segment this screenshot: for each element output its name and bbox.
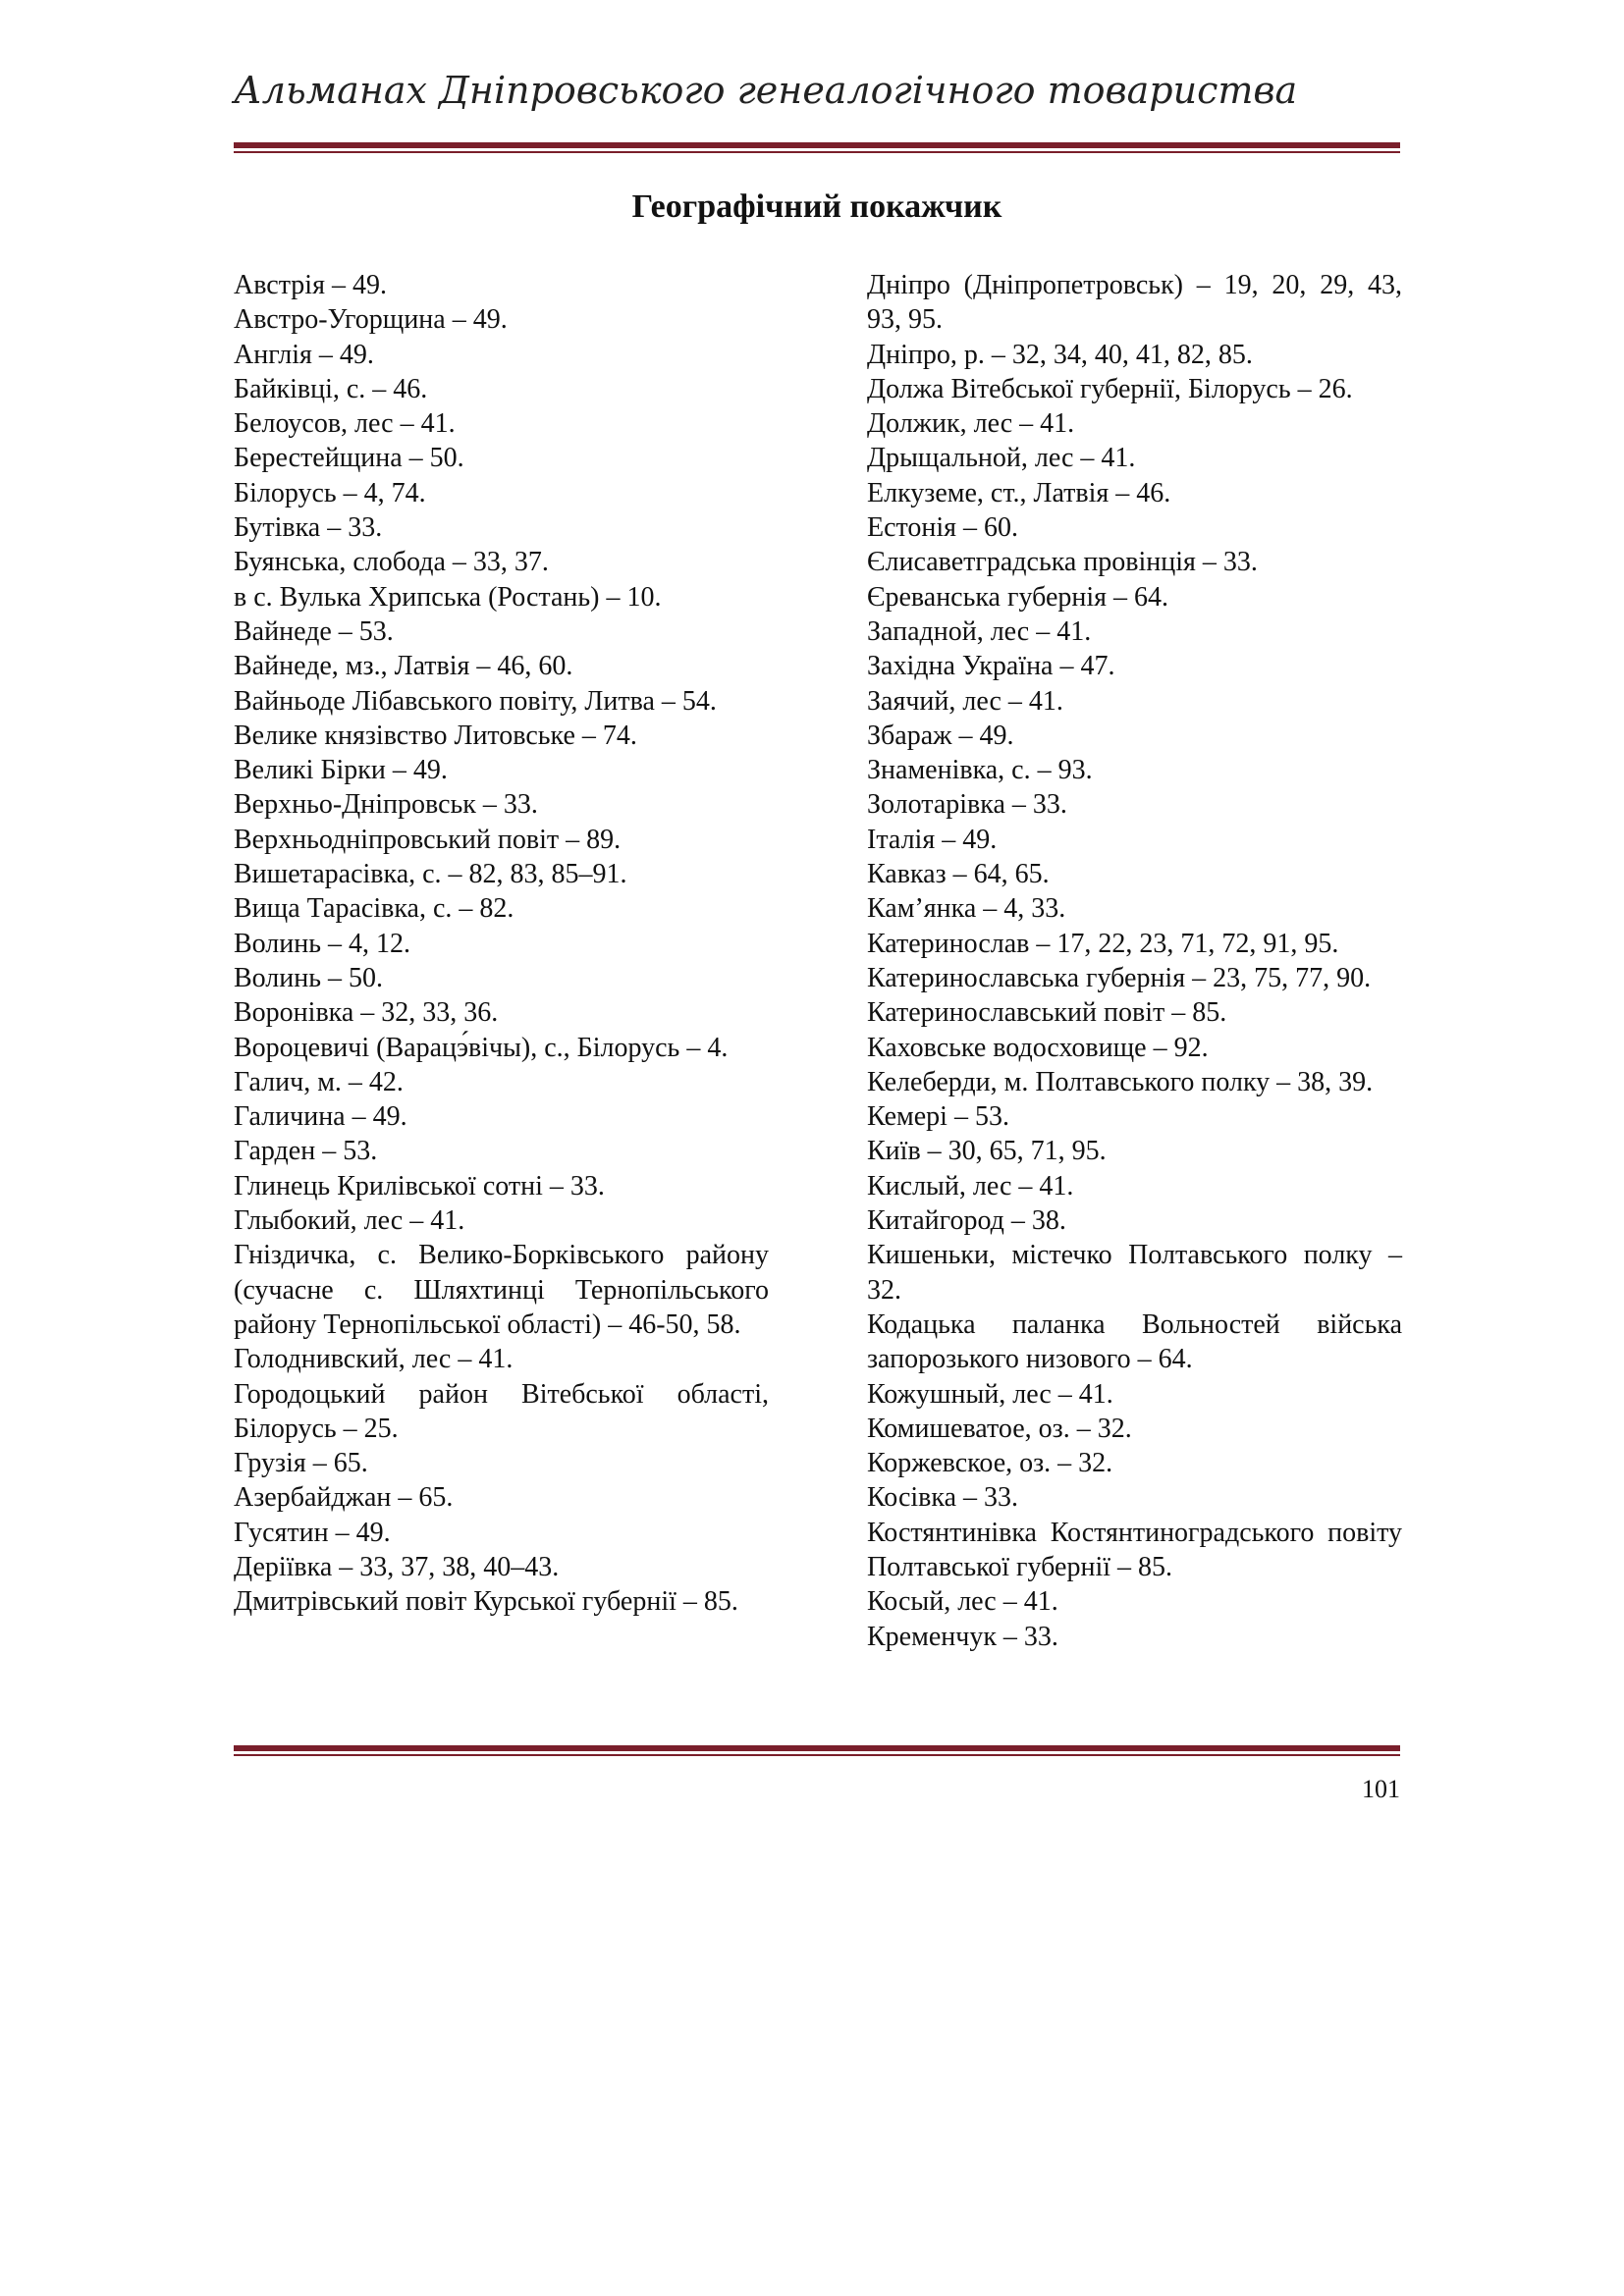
index-entry: Кемері – 53.	[867, 1101, 1009, 1133]
index-entry: Азербайджан – 65.	[234, 1482, 454, 1514]
index-entry: Золотарівка – 33.	[867, 789, 1067, 821]
index-entry: Дніпро, р. – 32, 34, 40, 41, 82, 85.	[867, 339, 1253, 370]
index-column-left	[234, 268, 769, 1620]
index-entry: Волинь – 4, 12.	[234, 928, 411, 959]
index-entry: Должик, лес – 41.	[867, 408, 1075, 440]
page-number: 101	[1362, 1775, 1400, 1803]
index-entry: Байківці, с. – 46.	[234, 373, 428, 404]
almanac-title: Альманах Дніпровського генеалогічного товариства	[234, 69, 1298, 112]
index-entry: Городоцький район Вітебської області, Білорусь – 25.	[234, 1378, 769, 1444]
index-entry: Дрыщальной, лес – 41.	[867, 443, 1136, 474]
index-entry: Кишеньки, містечко Полтавського полку – 32.	[867, 1240, 1402, 1306]
index-entry: Гусятин – 49.	[234, 1517, 391, 1548]
index-entry: Західна Україна – 47.	[867, 651, 1115, 682]
index-entry: Бутівка – 33.	[234, 512, 383, 544]
index-entry: Італія – 49.	[867, 824, 998, 855]
index-entry: Западной, лес – 41.	[867, 615, 1092, 647]
index-entry: в с. Вулька Хрипська (Ростань) – 10.	[234, 581, 662, 613]
index-entry: Китайгород – 38.	[867, 1205, 1066, 1237]
footer-divider	[234, 1745, 1400, 1756]
index-entry: Австро-Угорщина – 49.	[234, 304, 508, 336]
index-entry: Київ – 30, 65, 71, 95.	[867, 1136, 1107, 1167]
index-entry: Збараж – 49.	[867, 720, 1014, 751]
index-entry: Дмитрівський повіт Курської губернії – 85.	[234, 1586, 738, 1618]
index-entry: Єреванська губернія – 64.	[867, 581, 1169, 613]
index-entry: Вайнеде, мз., Латвія – 46, 60.	[234, 651, 573, 682]
index-entry: Вайньоде Лібавського повіту, Литва – 54.	[234, 685, 717, 717]
index-entry: Буянська, слобода – 33, 37.	[234, 547, 549, 578]
index-column-right	[867, 268, 1402, 1654]
index-entry: Галичина – 49.	[234, 1101, 407, 1133]
index-entry: Кислый, лес – 41.	[867, 1170, 1074, 1201]
index-entry: Глыбокий, лес – 41.	[234, 1205, 465, 1237]
index-entry: Естонія – 60.	[867, 512, 1019, 544]
index-entry: Костянтинівка Костянтиноградського повіту Полтавської губернії – 85.	[867, 1517, 1402, 1582]
index-entry: Глинець Крилівської сотні – 33.	[234, 1170, 605, 1201]
index-entry: Великі Бірки – 49.	[234, 755, 448, 786]
index-entry: Білорусь – 4, 74.	[234, 477, 426, 508]
index-entry: Англія – 49.	[234, 339, 374, 370]
index-entry: Вища Тарасівка, с. – 82.	[234, 893, 514, 925]
index-entry: Должа Вітебської губернії, Білорусь – 26.	[867, 373, 1353, 404]
index-entry: Голоднивский, лес – 41.	[234, 1344, 514, 1375]
header-divider	[234, 142, 1400, 153]
index-entry: Єлисаветградська провінція – 33.	[867, 547, 1258, 578]
index-entry: Кавказ – 64, 65.	[867, 859, 1050, 890]
index-entry: Комишеватое, оз. – 32.	[867, 1413, 1132, 1444]
index-entry: Дніпро (Дніпропетровськ) – 19, 20, 29, 43, 93, 95.	[867, 270, 1402, 336]
index-entry: Австрія – 49.	[234, 270, 387, 300]
index-entry: Елкуземе, ст., Латвія – 46.	[867, 477, 1171, 508]
page-title: Географічний покажчик	[631, 188, 1002, 225]
index-entry: Велике князівство Литовське – 74.	[234, 720, 637, 751]
index-entry: Гарден – 53.	[234, 1136, 378, 1167]
index-entry: Галич, м. – 42.	[234, 1066, 404, 1097]
index-entry: Косый, лес – 41.	[867, 1586, 1058, 1618]
index-entry: Каховське водосховище – 92.	[867, 1032, 1209, 1063]
index-entry: Кодацька паланка Вольностей війська запорозького низового – 64.	[867, 1308, 1402, 1375]
index-entry: Грузія – 65.	[234, 1448, 368, 1479]
index-entry: Катеринослав – 17, 22, 23, 71, 72, 91, 95.	[867, 928, 1339, 959]
index-entry: Кам’янка – 4, 33.	[867, 893, 1066, 925]
index-entry: Вороцевичі (Варацэ́вічы), с., Білорусь – 4.	[234, 1032, 729, 1063]
index-entry: Волинь – 50.	[234, 962, 384, 993]
index-entry: Катеринославський повіт – 85.	[867, 997, 1227, 1029]
index-entry: Деріївка – 33, 37, 38, 40–43.	[234, 1551, 560, 1582]
index-entry: Катеринославська губернія – 23, 75, 77, 90.	[867, 962, 1372, 993]
index-entry: Кременчук – 33.	[867, 1621, 1058, 1652]
index-entry: Косівка – 33.	[867, 1482, 1019, 1514]
index-entry: Знаменівка, с. – 93.	[867, 755, 1093, 786]
index-entry: Вишетарасівка, с. – 82, 83, 85–91.	[234, 859, 627, 890]
index-entry: Берестейщина – 50.	[234, 443, 464, 474]
index-entry: Белоусов, лес – 41.	[234, 408, 456, 440]
index-entry: Коржевское, оз. – 32.	[867, 1448, 1113, 1479]
index-entry: Вайнеде – 53.	[234, 615, 394, 647]
index-entry: Кожушный, лес – 41.	[867, 1378, 1113, 1410]
index-entry: Келеберди, м. Полтавського полку – 38, 39.	[867, 1066, 1374, 1097]
index-entry: Заячий, лес – 41.	[867, 685, 1063, 717]
index-entry: Верхньодніпровський повіт – 89.	[234, 824, 622, 855]
index-entry: Верхньо-Дніпровськ – 33.	[234, 789, 538, 821]
index-entry: Гніздичка, с. Велико-Борківського району (сучасне с. Шляхтинці Тернопільського району Тернопільської області) – 46-50, 58.	[234, 1240, 769, 1340]
index-entry: Воронівка – 32, 33, 36.	[234, 997, 499, 1029]
